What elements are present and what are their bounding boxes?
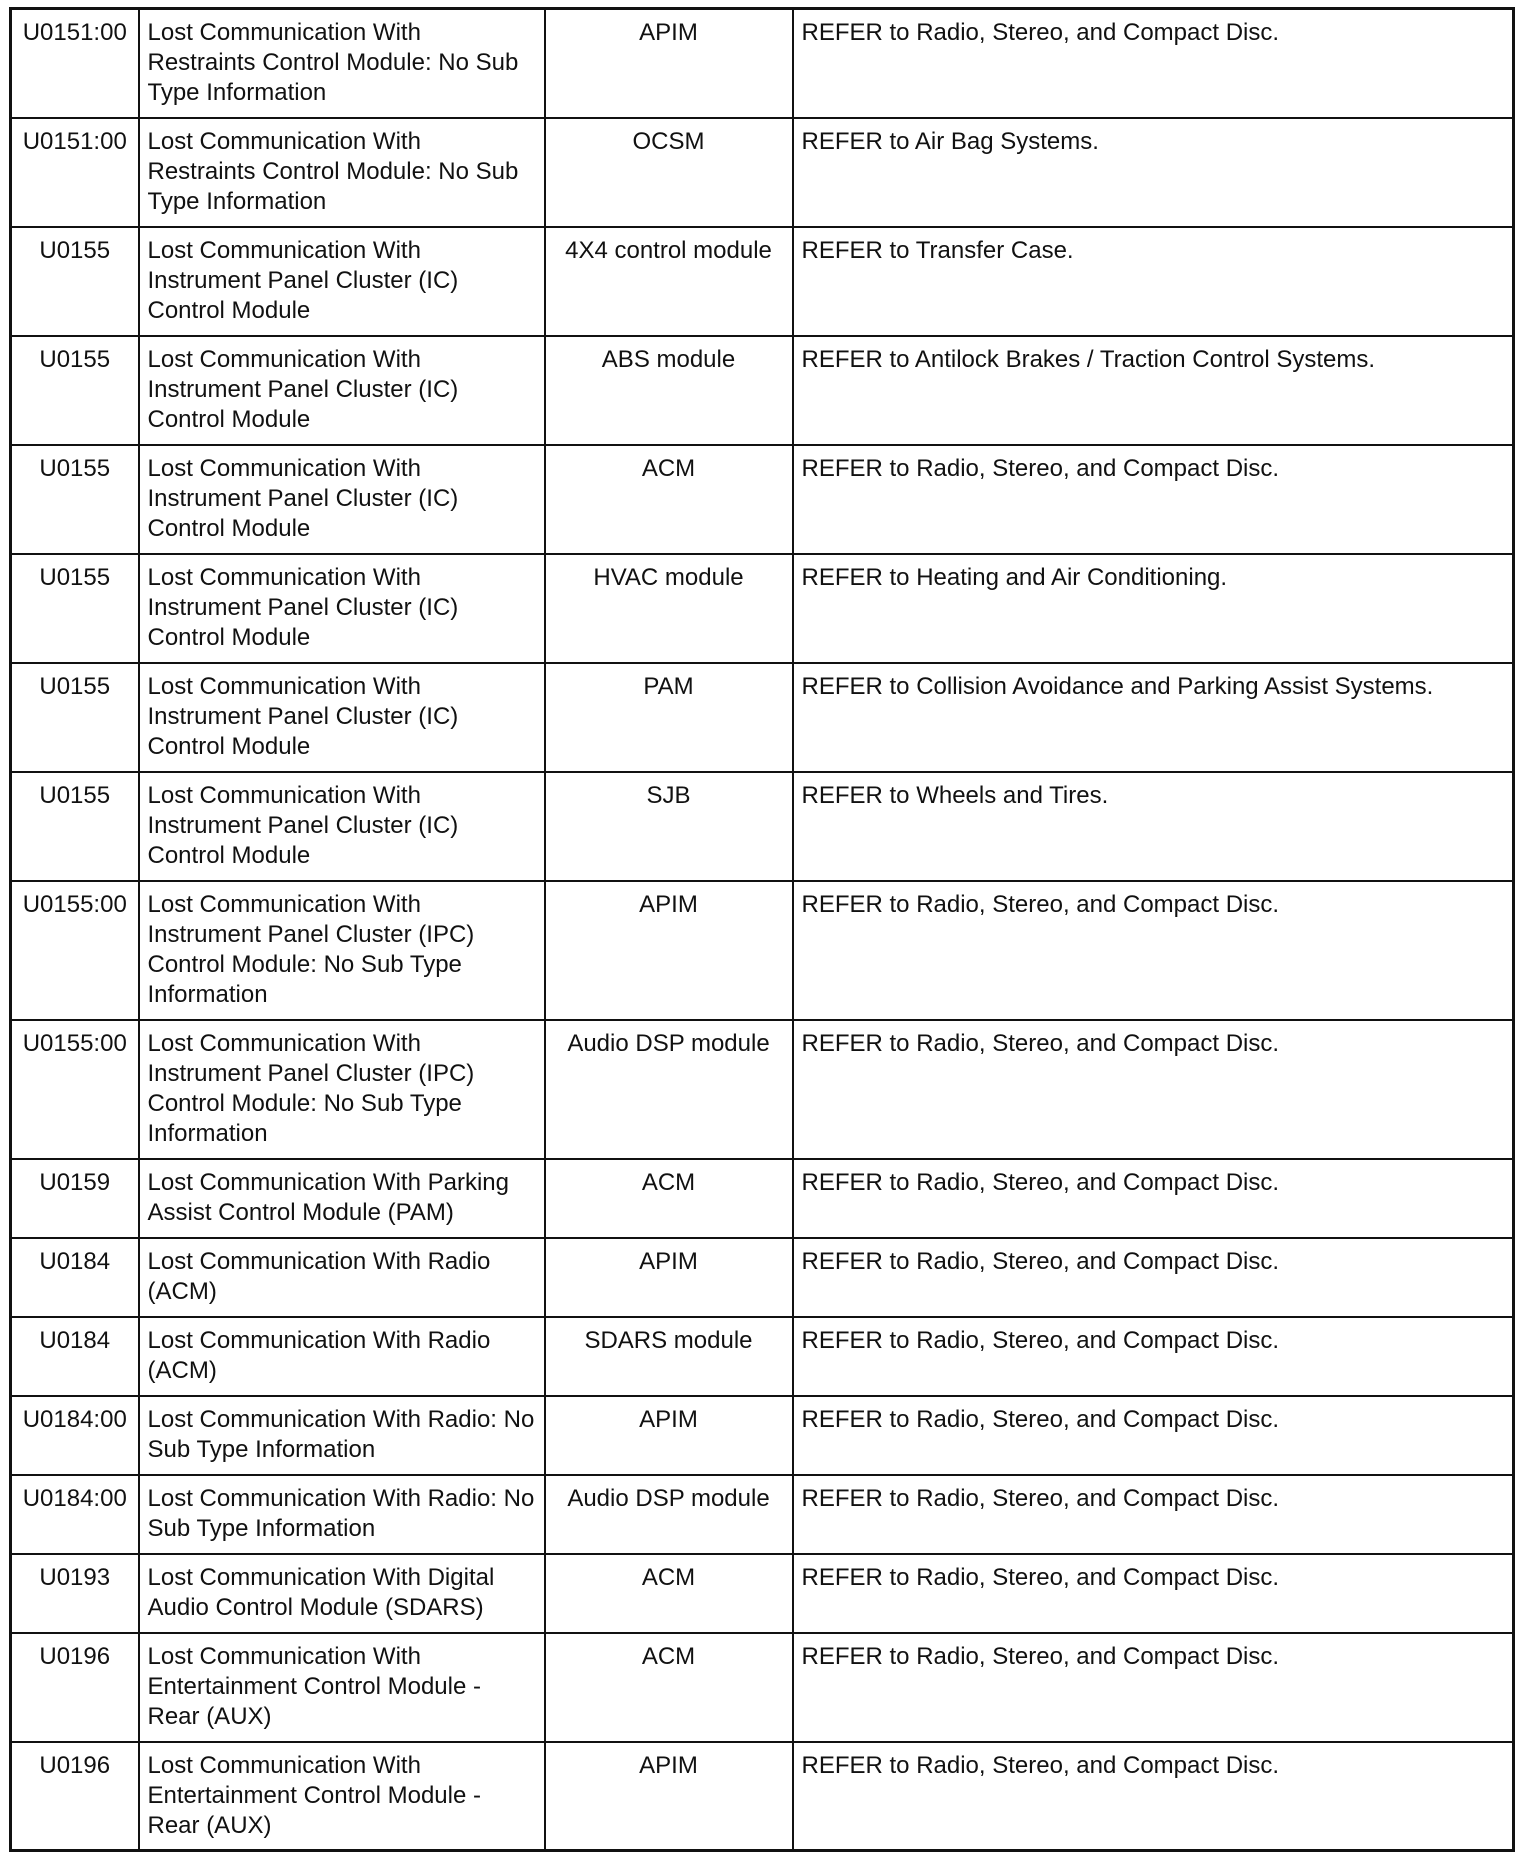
module-name: APIM — [545, 1238, 793, 1317]
module-name: ACM — [545, 1633, 793, 1742]
table-row — [11, 1238, 1514, 1317]
dtc-description: Lost Communication With Restraints Control Module: No Sub Type Information — [139, 118, 545, 227]
dtc-description: Lost Communication With Instrument Panel Cluster (IC) Control Module — [139, 663, 545, 772]
dtc-code: U0151:00 — [11, 9, 139, 118]
action-text: REFER to Radio, Stereo, and Compact Disc. — [793, 1159, 1514, 1238]
dtc-code: U0196 — [11, 1742, 139, 1851]
dtc-description: Lost Communication With Parking Assist Control Module (PAM) — [139, 1159, 545, 1238]
table-row — [11, 1554, 1514, 1633]
table-row — [11, 554, 1514, 663]
action-text: REFER to Radio, Stereo, and Compact Disc. — [793, 445, 1514, 554]
dtc-code: U0193 — [11, 1554, 139, 1633]
dtc-description: Lost Communication With Radio: No Sub Type Information — [139, 1475, 545, 1554]
dtc-description: Lost Communication With Instrument Panel Cluster (IPC) Control Module: No Sub Type Information — [139, 881, 545, 1020]
dtc-description: Lost Communication With Instrument Panel Cluster (IPC) Control Module: No Sub Type Information — [139, 1020, 545, 1159]
dtc-description: Lost Communication With Entertainment Control Module - Rear (AUX) — [139, 1633, 545, 1742]
module-name: APIM — [545, 9, 793, 118]
table-row — [11, 227, 1514, 336]
dtc-code: U0196 — [11, 1633, 139, 1742]
action-text: REFER to Radio, Stereo, and Compact Disc. — [793, 1396, 1514, 1475]
action-text: REFER to Radio, Stereo, and Compact Disc. — [793, 9, 1514, 118]
action-text: REFER to Collision Avoidance and Parking Assist Systems. — [793, 663, 1514, 772]
action-text: REFER to Antilock Brakes / Traction Control Systems. — [793, 336, 1514, 445]
table-row — [11, 445, 1514, 554]
table-row — [11, 336, 1514, 445]
dtc-table — [9, 7, 1515, 1852]
action-text: REFER to Radio, Stereo, and Compact Disc. — [793, 1238, 1514, 1317]
action-text: REFER to Radio, Stereo, and Compact Disc. — [793, 1020, 1514, 1159]
module-name: PAM — [545, 663, 793, 772]
dtc-description: Lost Communication With Restraints Control Module: No Sub Type Information — [139, 9, 545, 118]
table-row — [11, 1396, 1514, 1475]
table-row — [11, 1633, 1514, 1742]
dtc-code: U0184 — [11, 1238, 139, 1317]
dtc-description: Lost Communication With Radio (ACM) — [139, 1317, 545, 1396]
table-row — [11, 1475, 1514, 1554]
module-name: APIM — [545, 1742, 793, 1851]
dtc-code: U0155:00 — [11, 1020, 139, 1159]
dtc-description: Lost Communication With Radio (ACM) — [139, 1238, 545, 1317]
table-row — [11, 9, 1514, 118]
dtc-description: Lost Communication With Instrument Panel Cluster (IC) Control Module — [139, 554, 545, 663]
module-name: ACM — [545, 1554, 793, 1633]
dtc-description: Lost Communication With Instrument Panel Cluster (IC) Control Module — [139, 772, 545, 881]
dtc-description: Lost Communication With Digital Audio Control Module (SDARS) — [139, 1554, 545, 1633]
module-name: Audio DSP module — [545, 1020, 793, 1159]
dtc-description: Lost Communication With Instrument Panel Cluster (IC) Control Module — [139, 445, 545, 554]
action-text: REFER to Radio, Stereo, and Compact Disc. — [793, 1554, 1514, 1633]
module-name: ACM — [545, 445, 793, 554]
action-text: REFER to Radio, Stereo, and Compact Disc. — [793, 1633, 1514, 1742]
dtc-code: U0159 — [11, 1159, 139, 1238]
action-text: REFER to Transfer Case. — [793, 227, 1514, 336]
dtc-code: U0155 — [11, 445, 139, 554]
dtc-code: U0155 — [11, 663, 139, 772]
module-name: SJB — [545, 772, 793, 881]
dtc-code: U0155 — [11, 227, 139, 336]
dtc-code: U0155 — [11, 772, 139, 881]
module-name: ABS module — [545, 336, 793, 445]
module-name: SDARS module — [545, 1317, 793, 1396]
dtc-code: U0184 — [11, 1317, 139, 1396]
module-name: HVAC module — [545, 554, 793, 663]
dtc-code: U0184:00 — [11, 1396, 139, 1475]
dtc-description: Lost Communication With Instrument Panel Cluster (IC) Control Module — [139, 227, 545, 336]
action-text: REFER to Radio, Stereo, and Compact Disc. — [793, 881, 1514, 1020]
table-row — [11, 1742, 1514, 1851]
table-row — [11, 663, 1514, 772]
table-row — [11, 118, 1514, 227]
table-row — [11, 881, 1514, 1020]
module-name: APIM — [545, 1396, 793, 1475]
module-name: Audio DSP module — [545, 1475, 793, 1554]
table-row — [11, 1020, 1514, 1159]
module-name: APIM — [545, 881, 793, 1020]
dtc-code: U0155 — [11, 554, 139, 663]
module-name: ACM — [545, 1159, 793, 1238]
module-name: OCSM — [545, 118, 793, 227]
action-text: REFER to Radio, Stereo, and Compact Disc. — [793, 1475, 1514, 1554]
dtc-description: Lost Communication With Radio: No Sub Type Information — [139, 1396, 545, 1475]
dtc-description: Lost Communication With Instrument Panel Cluster (IC) Control Module — [139, 336, 545, 445]
table-row — [11, 1159, 1514, 1238]
action-text: REFER to Radio, Stereo, and Compact Disc. — [793, 1742, 1514, 1851]
table-row — [11, 1317, 1514, 1396]
dtc-code: U0151:00 — [11, 118, 139, 227]
module-name: 4X4 control module — [545, 227, 793, 336]
table-row — [11, 772, 1514, 881]
dtc-description: Lost Communication With Entertainment Control Module - Rear (AUX) — [139, 1742, 545, 1851]
action-text: REFER to Heating and Air Conditioning. — [793, 554, 1514, 663]
dtc-code: U0155:00 — [11, 881, 139, 1020]
action-text: REFER to Radio, Stereo, and Compact Disc. — [793, 1317, 1514, 1396]
action-text: REFER to Wheels and Tires. — [793, 772, 1514, 881]
dtc-code: U0184:00 — [11, 1475, 139, 1554]
dtc-code: U0155 — [11, 336, 139, 445]
action-text: REFER to Air Bag Systems. — [793, 118, 1514, 227]
